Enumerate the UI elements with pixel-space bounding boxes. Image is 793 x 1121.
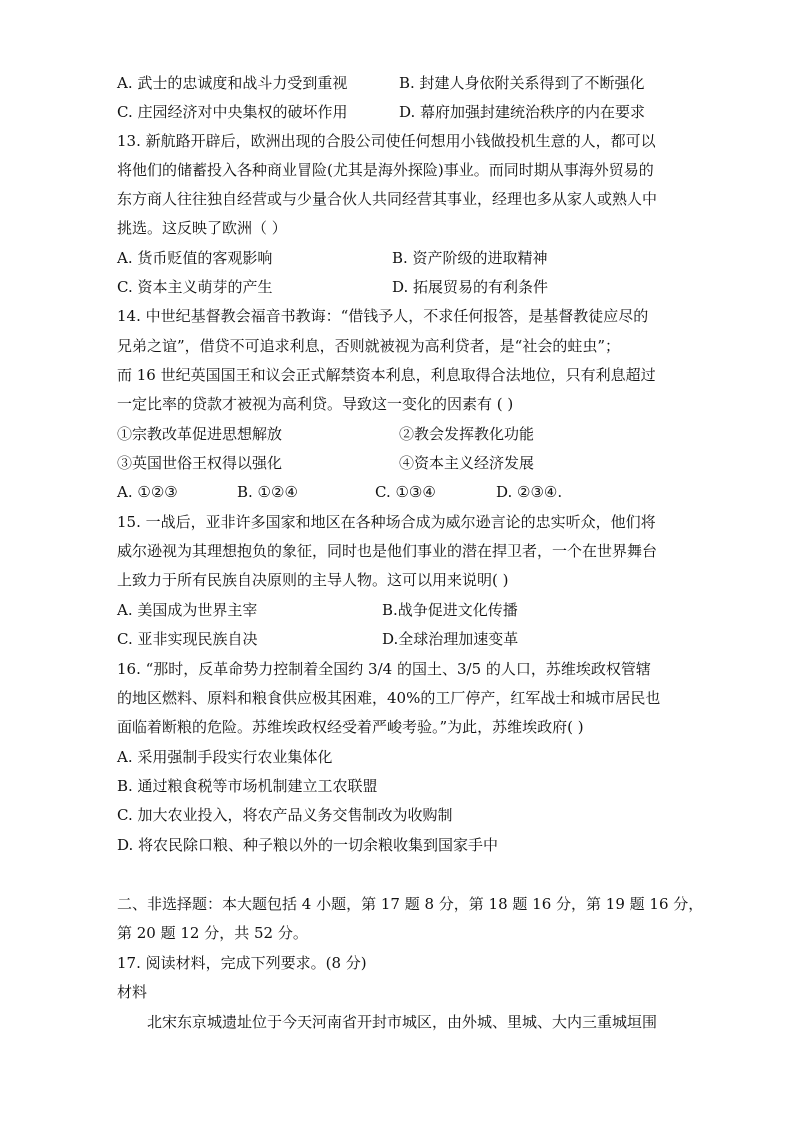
- q13-option-d: D. 拓展贸易的有利条件: [392, 278, 549, 296]
- q14-option-c: C. ①③④: [375, 483, 436, 501]
- q14-stem-line-2: 兄弟之谊”，借贷不可追求利息，否则就被视为高利贷者，是“社会的蛀虫”；: [117, 337, 621, 355]
- q16-stem-line-2: 的地区燃料、原料和粮食供应极其困难，40%的工厂停产，红军战士和城市居民也: [117, 689, 661, 707]
- q16-option-c: C. 加大农业投入，将农产品义务交售制改为收购制: [117, 806, 453, 824]
- q12-row-1: [117, 73, 645, 93]
- q14-item-3: ③英国世俗王权得以强化: [117, 454, 283, 472]
- section2-heading-line-1: 二、非选择题：本大题包括 4 小题，第 17 题 8 分，第 18 题 16 分，第 19 题 16 分，: [117, 895, 704, 913]
- q17-material-line-1: 北宋东京城遗址位于今天河南省开封市城区，由外城、里城、大内三重城垣围: [147, 1013, 658, 1031]
- q13-row-2: [117, 277, 549, 297]
- q15-stem-line-1: 15. 一战后，亚非许多国家和地区在各种场合成为威尔逊言论的忠实听众，他们将: [117, 513, 656, 531]
- q14-item-1: ①宗教改革促进思想解放: [117, 425, 283, 443]
- q13-stem-line-2: 将他们的储蓄投入各种商业冒险(尤其是海外探险)事业。而同时期从事海外贸易的: [117, 161, 654, 179]
- q16-option-b: B. 通过粮食税等市场机制建立工农联盟: [117, 777, 378, 795]
- q15-row-1: [117, 600, 518, 620]
- q13-option-c: C. 资本主义萌芽的产生: [117, 278, 273, 296]
- q14-option-d: D. ②③④.: [496, 483, 563, 501]
- q13-option-b: B. 资产阶级的进取精神: [392, 249, 548, 267]
- q14-stem-line-3: 而 16 世纪英国国王和议会正式解禁资本利息，利息取得合法地位，只有利息超过: [117, 366, 656, 384]
- q13-row-1: [117, 248, 548, 268]
- q14-items-row-2: [117, 453, 535, 473]
- q16-option-a: A. 采用强制手段实行农业集体化: [117, 748, 333, 766]
- section2-heading-line-2: 第 20 题 12 分，共 52 分。: [117, 924, 308, 942]
- q17-stem: 17. 阅读材料，完成下列要求。(8 分): [117, 954, 367, 972]
- q15-option-a: A. 美国成为世界主宰: [117, 601, 258, 619]
- q16-stem-line-3: 面临着断粮的危险。苏维埃政权经受着严峻考验。”为此，苏维埃政府( ): [117, 718, 584, 736]
- q16-option-d: D. 将农民除口粮、种子粮以外的一切余粮收集到国家手中: [117, 836, 499, 854]
- q12-option-a: A. 武士的忠诚度和战斗力受到重视: [117, 74, 348, 92]
- q15-option-c: C. 亚非实现民族自决: [117, 630, 258, 648]
- q14-option-b: B. ①②④: [237, 483, 298, 501]
- q14-stem-line-1: 14. 中世纪基督教会福音书教诲：“借钱予人，不求任何报答，是基督教徒应尽的: [117, 307, 649, 325]
- q14-option-a: A. ①②③: [117, 483, 178, 501]
- q17-material-label: 材料: [117, 983, 148, 1001]
- q12-row-2: [117, 102, 646, 122]
- q14-options-row: [117, 482, 563, 502]
- q12-option-b: B. 封建人身依附关系得到了不断强化: [399, 74, 645, 92]
- q15-stem-line-3: 上致力于所有民族自决原则的主导人物。这可以用来说明( ): [117, 571, 509, 589]
- q13-stem-line-1: 13. 新航路开辟后，欧洲出现的合股公司使任何想用小钱做投机生意的人，都可以: [117, 132, 656, 150]
- q13-stem-line-4: 挑选。这反映了欧洲（ ）: [117, 219, 287, 237]
- q15-option-d: D.全球治理加速变革: [382, 630, 519, 648]
- q14-item-4: ④资本主义经济发展: [399, 454, 535, 472]
- q15-stem-line-2: 威尔逊视为其理想抱负的象征，同时也是他们事业的潜在捍卫者，一个在世界舞台: [117, 542, 658, 560]
- q14-stem-line-4: 一定比率的贷款才被视为高利贷。导致这一变化的因素有 ( ): [117, 395, 514, 413]
- q13-option-a: A. 货币贬值的客观影响: [117, 249, 273, 267]
- q15-row-2: [117, 629, 519, 649]
- q16-stem-line-1: 16. “那时，反革命势力控制着全国约 3/4 的国土、3/5 的人口，苏维埃政权管辖: [117, 660, 651, 678]
- q12-option-c: C. 庄园经济对中央集权的破坏作用: [117, 103, 348, 121]
- q13-stem-line-3: 东方商人往往独自经营或与少量合伙人共同经营其事业，经理也多从家人或熟人中: [117, 190, 658, 208]
- q12-option-d: D. 幕府加强封建统治秩序的内在要求: [399, 103, 646, 121]
- q15-option-b: B.战争促进文化传播: [382, 601, 518, 619]
- q14-item-2: ②教会发挥教化功能: [399, 425, 535, 443]
- q14-items-row-1: [117, 424, 535, 444]
